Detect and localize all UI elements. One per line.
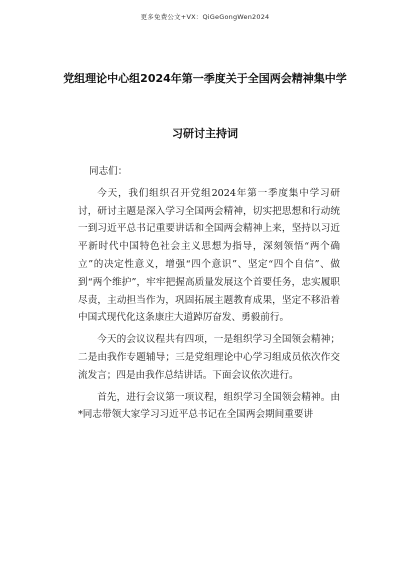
paragraph-1: 今天，我们组织召开党组2024年第一季度集中学习研讨，研讨主题是深入学习全国两会精神，切实把思想和行动统一到习近平总书记重要讲话和全国两会精神上来，坚持以习近平新时代中国特色社会主义思想为指导，深刻领悟“两个确立”的决定性意义，增强“四个意识”、坚定“四个自信”、做到“两个维护”，牢牢把握高质量发展这个首要任务，忠实履职尽责，主动担当作为，巩固拓展主题教育成果，坚定不移沿着中国式现代化这条康庄大道踔厉奋发、勇毅前行。	[78, 187, 340, 324]
document-body	[78, 163, 340, 428]
header-note: 更多免费公文+VX：QiGeGongWen2024	[140, 13, 270, 21]
document-title-line-1: 党组理论中心组2024年第一季度关于全国两会精神集中学	[63, 72, 347, 85]
paragraph-2: 今天的会议议程共有四项，一是组织学习全国领会精神；二是由我作专题辅导；三是党组理论中心学习组成员依次作交流发言；四是由我作总结讲话。下面会议依次进行。	[78, 334, 340, 381]
document-title-line-2: 习研讨主持词	[172, 127, 238, 140]
paragraph-3: 首先，进行会议第一项议程，组织学习全国领会精神。由*同志带领大家学习习近平总书记在全国两会期间重要讲	[78, 391, 340, 421]
salutation: 同志们：	[89, 166, 128, 177]
